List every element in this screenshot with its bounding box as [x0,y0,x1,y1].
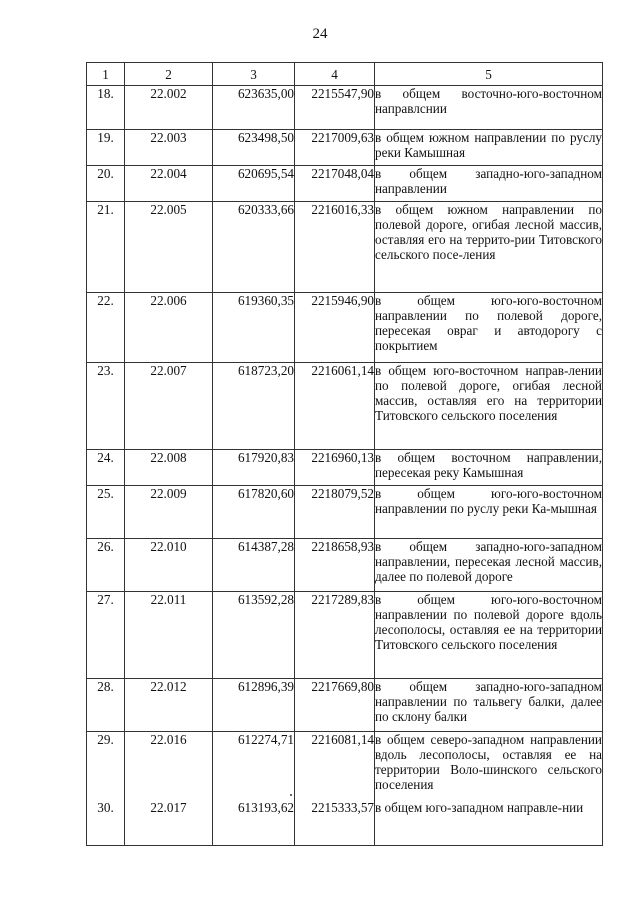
page-number: 24 [312,26,328,42]
direction-description: в общем юго-западном направле-нии [375,800,603,846]
table-row [87,363,603,450]
row-number: 27. [87,592,125,679]
table-row [87,592,603,679]
direction-description: в общем западно-юго-западном направлении по тальвегу балки, далее по склону балки [375,679,603,732]
coord-y: 2217289,83 [295,592,375,679]
row-number: 22. [87,293,125,363]
coord-y: 2216081,14 [295,732,375,800]
point-id: 22.009 [125,486,213,539]
coord-y: 2215547,90 [295,86,375,130]
direction-description: в общем юго-юго-восточном направлении по полевой дороге вдоль лесополосы, оставляя ее на территории Титовского сельского поселения [375,592,603,679]
coord-y: 2217669,80 [295,679,375,732]
point-id: 22.008 [125,450,213,486]
direction-description: в общем южном направлении по полевой дороге, огибая лесной массив, оставляя его на террито-рии Титовского сельского посе-ления [375,202,603,293]
row-number: 28. [87,679,125,732]
coord-x: 613193,62 [213,800,295,846]
point-id: 22.006 [125,293,213,363]
scan-speck [290,794,292,796]
point-id: 22.004 [125,166,213,202]
point-id: 22.017 [125,800,213,846]
coord-x: 614387,28 [213,539,295,592]
point-id: 22.003 [125,130,213,166]
boundary-points-table [86,62,603,846]
table-row [87,293,603,363]
direction-description: в общем юго-юго-восточном направлении по полевой дороге, пересекая овраг и автодорогу с покрытием [375,293,603,363]
direction-description: в общем северо-западном направлении вдоль лесополосы, оставляя ее на территории Воло-шинского сельского поселения [375,732,603,800]
coord-x: 612896,39 [213,679,295,732]
table-row [87,130,603,166]
point-id: 22.010 [125,539,213,592]
direction-description: в общем западно-юго-западном направлении, пересекая лесной массив, далее по полевой дороге [375,539,603,592]
coord-x: 613592,28 [213,592,295,679]
point-id: 22.016 [125,732,213,800]
table-row [87,679,603,732]
coord-y: 2218079,52 [295,486,375,539]
coord-x: 620695,54 [213,166,295,202]
coord-y: 2216061,14 [295,363,375,450]
header-row [87,63,603,86]
coord-y: 2216016,33 [295,202,375,293]
coord-x: 620333,66 [213,202,295,293]
header-col-3: 3 [213,63,295,86]
row-number: 21. [87,202,125,293]
header-col-2: 2 [125,63,213,86]
row-number: 23. [87,363,125,450]
point-id: 22.012 [125,679,213,732]
row-number: 24. [87,450,125,486]
coord-x: 623498,50 [213,130,295,166]
row-number: 20. [87,166,125,202]
coord-x: 619360,35 [213,293,295,363]
coord-y: 2217009,63 [295,130,375,166]
point-id: 22.002 [125,86,213,130]
table-row [87,450,603,486]
row-number: 25. [87,486,125,539]
table-row [87,800,603,846]
header-col-5: 5 [375,63,603,86]
direction-description: в общем юго-восточном направ-лении по полевой дороге, огибая лесной массив, оставляя его на территории Титовского сельского поселения [375,363,603,450]
point-id: 22.011 [125,592,213,679]
table-row [87,202,603,293]
point-id: 22.005 [125,202,213,293]
table-row [87,486,603,539]
row-number: 18. [87,86,125,130]
table-row [87,166,603,202]
row-number: 19. [87,130,125,166]
header-col-4: 4 [295,63,375,86]
coord-y: 2217048,04 [295,166,375,202]
direction-description: в общем юго-юго-восточном направлении по руслу реки Ка-мышная [375,486,603,539]
direction-description: в общем восточно-юго-восточном направлснии [375,86,603,130]
coord-x: 617920,83 [213,450,295,486]
row-number: 29. [87,732,125,800]
coord-x: 618723,20 [213,363,295,450]
header-col-1: 1 [87,63,125,86]
point-id: 22.007 [125,363,213,450]
direction-description: в общем западно-юго-западном направлении [375,166,603,202]
coord-x: 623635,00 [213,86,295,130]
row-number: 26. [87,539,125,592]
direction-description: в общем восточном направлении, пересекая реку Камышная [375,450,603,486]
table-row [87,86,603,130]
coord-y: 2216960,13 [295,450,375,486]
coord-y: 2215333,57 [295,800,375,846]
direction-description: в общем южном направлении по руслу реки Камышная [375,130,603,166]
coord-y: 2218658,93 [295,539,375,592]
row-number: 30. [87,800,125,846]
table-row [87,539,603,592]
coord-y: 2215946,90 [295,293,375,363]
table-row [87,732,603,800]
coord-x: 612274,71 [213,732,295,800]
coord-x: 617820,60 [213,486,295,539]
